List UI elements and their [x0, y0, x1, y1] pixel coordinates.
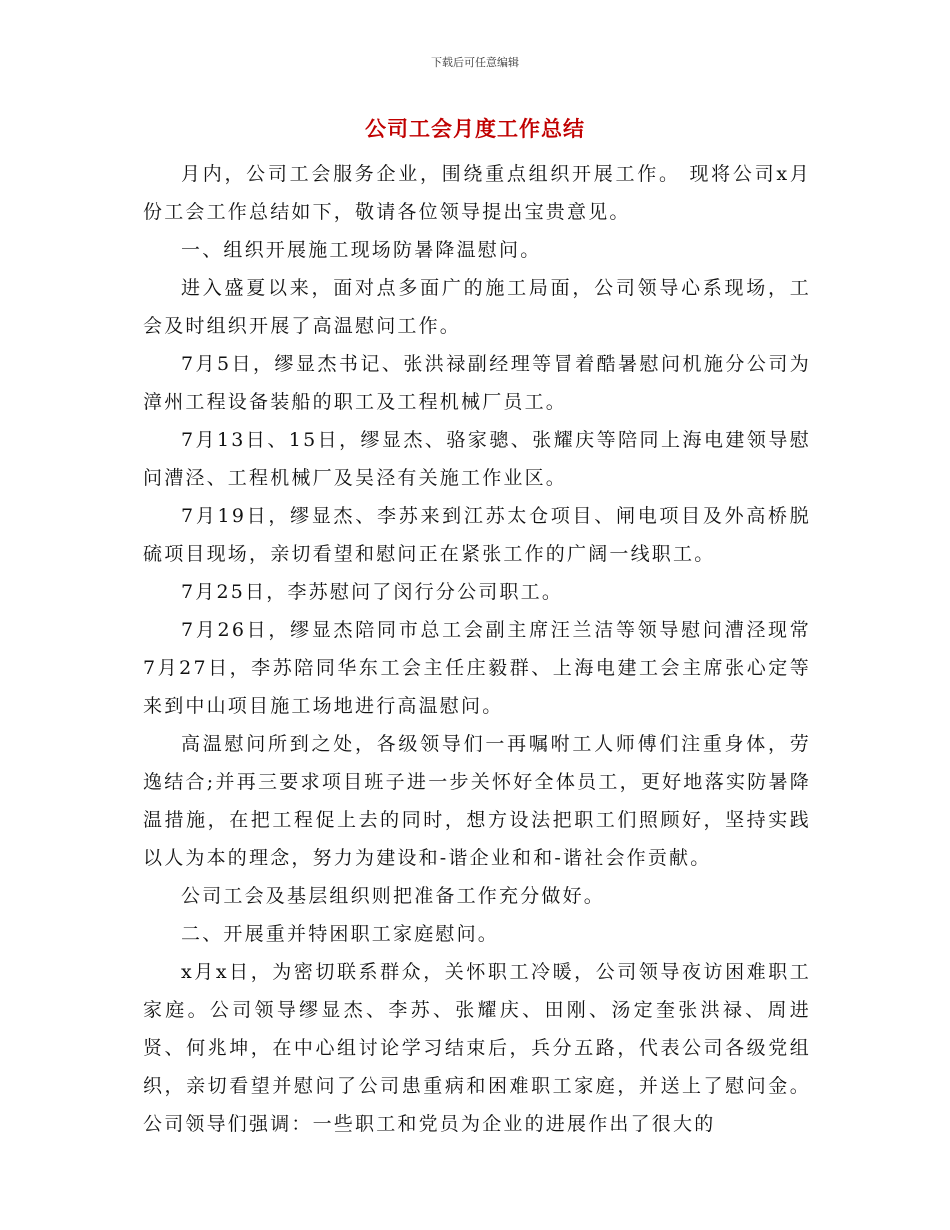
document-title: 公司工会月度工作总结	[365, 117, 585, 141]
paragraph-intro: 月内，公司工会服务企业，围绕重点组织开展工作。 现将公司x月份工会工作总结如下，敬请各位领导提出宝贵意见。	[143, 163, 811, 223]
section-heading-2: 二、开展重并特困职工家庭慰问。	[181, 923, 500, 945]
paragraph: 7月19日，缪显杰、李苏来到江苏太仓项目、闸电项目及外高桥脱硫项目现场，亲切看望和慰问正在紧张工作的广阔一线职工。	[143, 505, 811, 565]
paragraph: 7月5日，缪显杰书记、张洪禄副经理等冒着酷暑慰问机施分公司为漳州工程设备装船的职工及工程机械厂员工。	[143, 353, 811, 413]
paragraph: x月x日，为密切联系群众，关怀职工冷暖，公司领导夜访困难职工家庭。公司领导缪显杰、李苏、张耀庆、田刚、汤定奎张洪禄、周进贤、何兆坤，在中心组讨论学习结束后，兵分五路，代表公司各级党组织，亲切看望并慰问了公司患重病和困难职工家庭，并送上了慰问金。公司领导们强调：一些职工和党员为企业的进展作出了很大的	[143, 961, 811, 1135]
paragraph: 7月26日，缪显杰陪同市总工会副主席汪兰洁等领导慰问漕泾现常 7月27日，李苏陪同华东工会主任庄毅群、上海电建工会主席张心定等来到中山项目施工场地进行高温慰问。	[143, 619, 811, 717]
paragraph: 7月25日，李苏慰问了闵行分公司职工。	[181, 581, 564, 603]
paragraph: 进入盛夏以来，面对点多面广的施工局面，公司领导心系现场，工会及时组织开展了高温慰问工作。	[143, 277, 811, 337]
document-body	[143, 155, 811, 1143]
paragraph: 7月13日、15日，缪显杰、骆家骢、张耀庆等陪同上海电建领导慰问漕泾、工程机械厂及吴泾有关施工作业区。	[143, 429, 811, 489]
section-heading-1: 一、组织开展施工现场防暑降温慰问。	[181, 239, 542, 261]
paragraph: 高温慰问所到之处，各级领导们一再嘱咐工人师傅们注重身体，劳逸结合;并再三要求项目班子进一步关怀好全体员工，更好地落实防暑降温措施，在把工程促上去的同时，想方设法把职工们照顾好，坚持实践以人为本的理念，努力为建设和-谐企业和和-谐社会作贡献。	[143, 733, 811, 869]
header-note: 下载后可任意编辑	[431, 56, 519, 69]
paragraph: 公司工会及基层组织则把准备工作充分做好。	[181, 885, 606, 907]
